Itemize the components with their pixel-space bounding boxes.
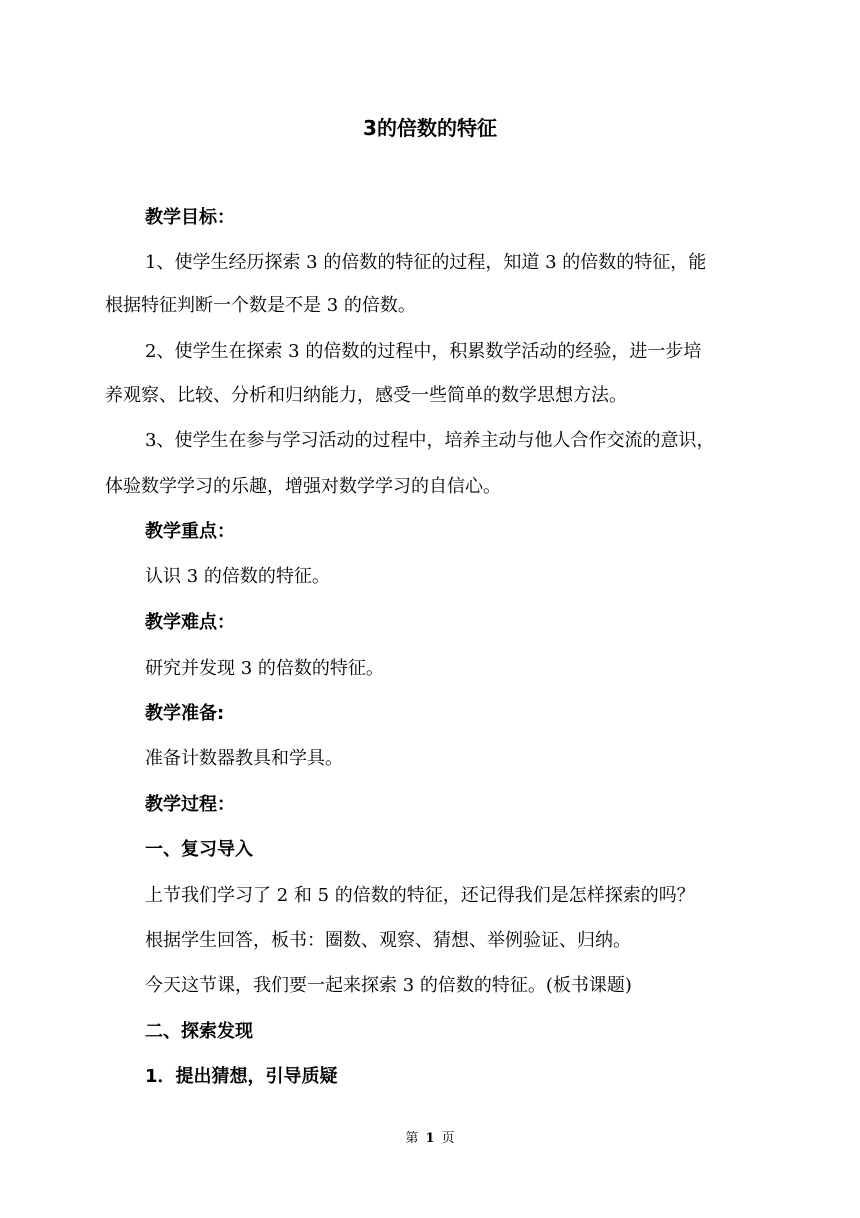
key-point-text: 认识 3 的倍数的特征。 (145, 566, 330, 587)
objective-3-line-2: 体验数学学习的乐趣，增强对数学学习的自信心。 (105, 476, 501, 497)
objective-1-line-1: 1、使学生经历探索 3 的倍数的特征的过程，知道 3 的倍数的特征，能 (145, 252, 707, 273)
objectives-heading: 教学目标： (145, 207, 235, 228)
objective-2-line-2: 养观察、比较、分析和归纳能力，感受一些简单的数学思想方法。 (105, 385, 627, 406)
part-2-heading: 二、探索发现 (145, 1021, 253, 1042)
difficulty-text: 研究并发现 3 的倍数的特征。 (145, 658, 384, 679)
difficulty-heading: 教学难点： (145, 612, 235, 633)
document-title: 3的倍数的特征 (363, 116, 497, 140)
footer-suffix: 页 (441, 1131, 455, 1146)
footer-prefix: 第 (405, 1131, 419, 1146)
key-point-heading: 教学重点： (145, 521, 235, 542)
preparation-heading: 教学准备: (145, 703, 225, 724)
objective-1-line-2: 根据特征判断一个数是不是 3 的倍数。 (105, 295, 416, 316)
page-footer (0, 1130, 860, 1148)
part-1-line-3: 今天这节课，我们要一起来探索 3 的倍数的特征。(板书课题) (145, 975, 632, 996)
part-1-line-2: 根据学生回答，板书：圈数、观察、猜想、举例验证、归纳。 (145, 930, 631, 951)
part-1-heading: 一、复习导入 (145, 839, 253, 860)
part-1-line-1: 上节我们学习了 2 和 5 的倍数的特征，还记得我们是怎样探索的吗？ (145, 885, 695, 906)
objective-2-line-1: 2、使学生在探索 3 的倍数的过程中，积累数学活动的经验，进一步培 (145, 341, 702, 362)
preparation-text: 准备计数器教具和学具。 (145, 748, 343, 769)
footer-page-number: 1 (425, 1131, 435, 1146)
part-2-sub-1: 1．提出猜想，引导质疑 (145, 1066, 338, 1087)
process-heading: 教学过程： (145, 794, 235, 815)
objective-3-line-1: 3、使学生在参与学习活动的过程中，培养主动与他人合作交流的意识， (145, 430, 715, 451)
